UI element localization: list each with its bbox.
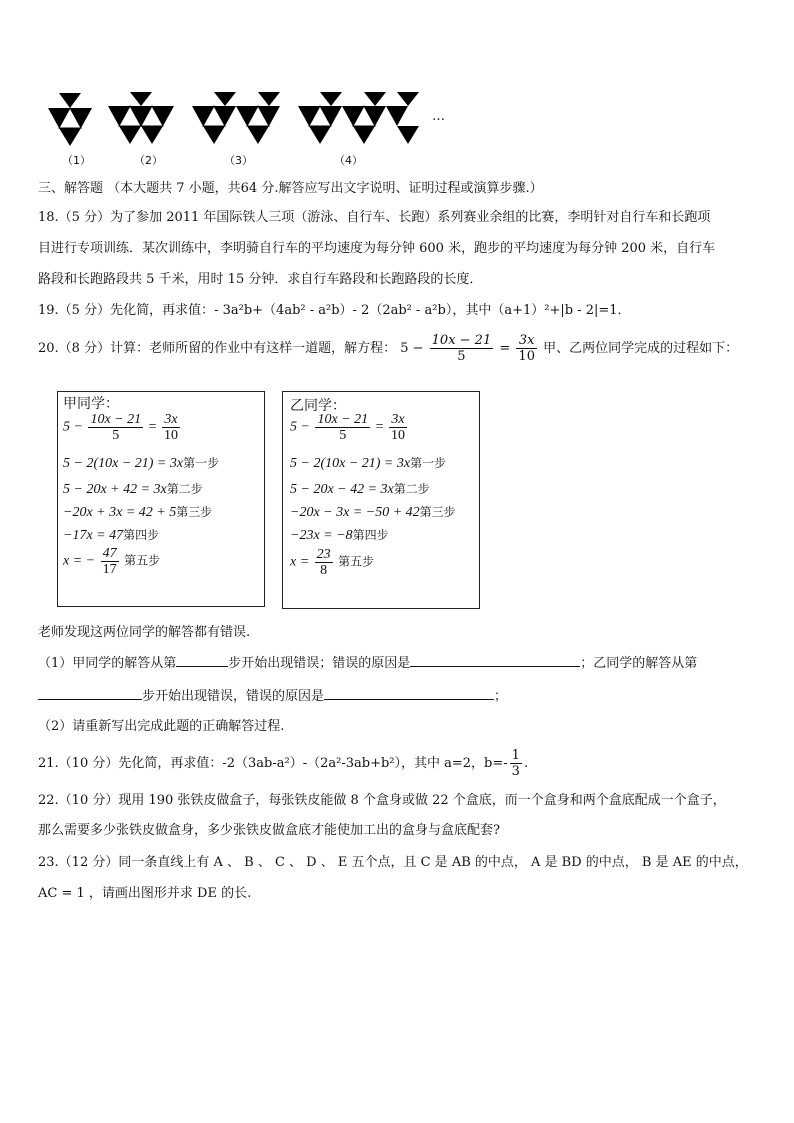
jia-solution-box bbox=[57, 391, 265, 607]
q20-fraction-2 bbox=[516, 333, 537, 364]
figure-label-2: （2） bbox=[134, 154, 163, 167]
figure-label-1: （1） bbox=[62, 154, 91, 167]
q18-line1: 18.（5 分）为了参加 2011 年国际铁人三项（游泳、自行车、长跑）系列赛业余组的比赛，李明针对自行车和长跑项 bbox=[38, 210, 711, 225]
jia-line2: 5 − 20x + 42 = 3x第二步 bbox=[63, 482, 203, 497]
q20-teacher-note: 老师发现这两位同学的解答都有错误. bbox=[38, 625, 251, 640]
figure-label-3: （3） bbox=[224, 154, 253, 167]
blank-jia-reason[interactable] bbox=[410, 666, 580, 667]
yi-title: 乙同学： bbox=[290, 399, 346, 414]
q20-eq-mid: = bbox=[499, 341, 511, 356]
pattern-figure-1 bbox=[48, 93, 92, 146]
pattern-figure-2 bbox=[108, 92, 174, 144]
yi-line0: 5 − $\frac{10x - 21}{5}$ = $\frac{3x}{10}$ bbox=[290, 412, 406, 443]
blank-yi-step[interactable] bbox=[38, 699, 142, 700]
q20-part2: （2）请重新写出完成此题的正确解答过程. bbox=[38, 719, 285, 734]
q21-fraction: $\frac{1}{3}$ bbox=[511, 748, 520, 779]
q18-line3: 路段和长跑路段共 5 千米，用时 15 分钟．求自行车路段和长跑路段的长度． bbox=[38, 272, 483, 287]
q22-line1: 22.（10 分）现用 190 张铁皮做盒子，每张铁皮能做 8 个盒身或做 22 个盒底，而一个盒身和两个盒底配成一个盒子， bbox=[38, 793, 726, 808]
q20-part1-line2: 步开始出现错误，错误的原因是 ； bbox=[38, 688, 507, 706]
q20-prefix: 20.（8 分）计算：老师所留的作业中有这样一道题，解方程： bbox=[38, 341, 397, 356]
q20-suffix: 甲、乙两位同学完成的过程如下： bbox=[543, 341, 739, 356]
q20-eq-left: 5 − bbox=[400, 341, 424, 356]
q20-frac2-den: 10 bbox=[518, 349, 535, 364]
pattern-figure-4 bbox=[298, 92, 419, 144]
q23-line2: AC = 1 ，请画出图形并求 DE 的长. bbox=[38, 886, 252, 901]
q20-frac2-num: 3x bbox=[516, 333, 537, 349]
q23-line1: 23.（12 分）同一条直线上有 A 、 B 、 C 、 D 、 E 五个点，且 C 是 AB 的中点， A 是 BD 的中点， B 是 AE 的中点， bbox=[38, 855, 748, 870]
yi-line1: 5 − 2(10x − 21) = 3x第一步 bbox=[290, 456, 447, 471]
jia-line4: −17x = 47第四步 bbox=[63, 528, 160, 543]
figure-label-4: （4） bbox=[334, 154, 363, 167]
jia-line5: x = − $\frac{47}{17}$ 第五步 bbox=[63, 546, 161, 577]
yi-line5: x = $\frac{23}{8}$ 第五步 bbox=[290, 547, 375, 578]
q20-part1-line1: （1）甲同学的解答从第 步开始出现错误；错误的原因是 ；乙同学的解答从第 bbox=[38, 656, 698, 671]
q18-line2: 目进行专项训练．某次训练中，李明骑自行车的平均速度为每分钟 600 米，跑步的平均速度为每分钟 200 米，自行车 bbox=[38, 241, 716, 256]
yi-solution-box bbox=[282, 391, 480, 609]
q20-fraction-1 bbox=[430, 333, 494, 364]
jia-line1: 5 − 2(10x − 21) = 3x第一步 bbox=[63, 456, 220, 471]
q19-text: 19.（5 分）先化简，再求值：- 3a²b+（4ab² - a²b）- 2（2ab² - a²b），其中（a+1）²+|b - 2|=1． bbox=[38, 303, 631, 318]
jia-title: 甲同学： bbox=[63, 397, 119, 412]
q21-text: 21.（10 分）先化简，再求值：-2（3ab-a²）-（2a²-3ab+b²），其中 a=2，b=- $\frac{1}{3}$ . bbox=[38, 748, 529, 779]
yi-line4: −23x = −8第四步 bbox=[290, 528, 389, 543]
section-heading: 三、解答题 （本大题共 7 小题，共64 分.解答应写出文字说明、证明过程或演算步骤.） bbox=[38, 181, 543, 196]
blank-jia-step[interactable] bbox=[176, 666, 228, 667]
triangle-pattern-graphic bbox=[40, 88, 460, 148]
q20-frac1-num: 10x − 21 bbox=[431, 333, 492, 348]
yi-line3: −20x − 3x = −50 + 42第三步 bbox=[290, 505, 456, 520]
pattern-figure-3 bbox=[192, 92, 280, 144]
q20-frac1-den: 5 bbox=[457, 349, 466, 364]
yi-line2: 5 − 20x − 42 = 3x第二步 bbox=[290, 482, 430, 497]
q22-line2: 那么需要多少张铁皮做盒身，多少张铁皮做盒底才能使加工出的盒身与盒底配套? bbox=[38, 823, 500, 838]
jia-line3: −20x + 3x = 42 + 5第三步 bbox=[63, 505, 213, 520]
blank-yi-reason[interactable] bbox=[324, 699, 494, 700]
jia-line0: 5 − $\frac{10x - 21}{5}$ = $\frac{3x}{10}$ bbox=[63, 412, 179, 443]
q20-intro bbox=[38, 333, 738, 365]
pattern-ellipsis: … bbox=[432, 109, 445, 124]
